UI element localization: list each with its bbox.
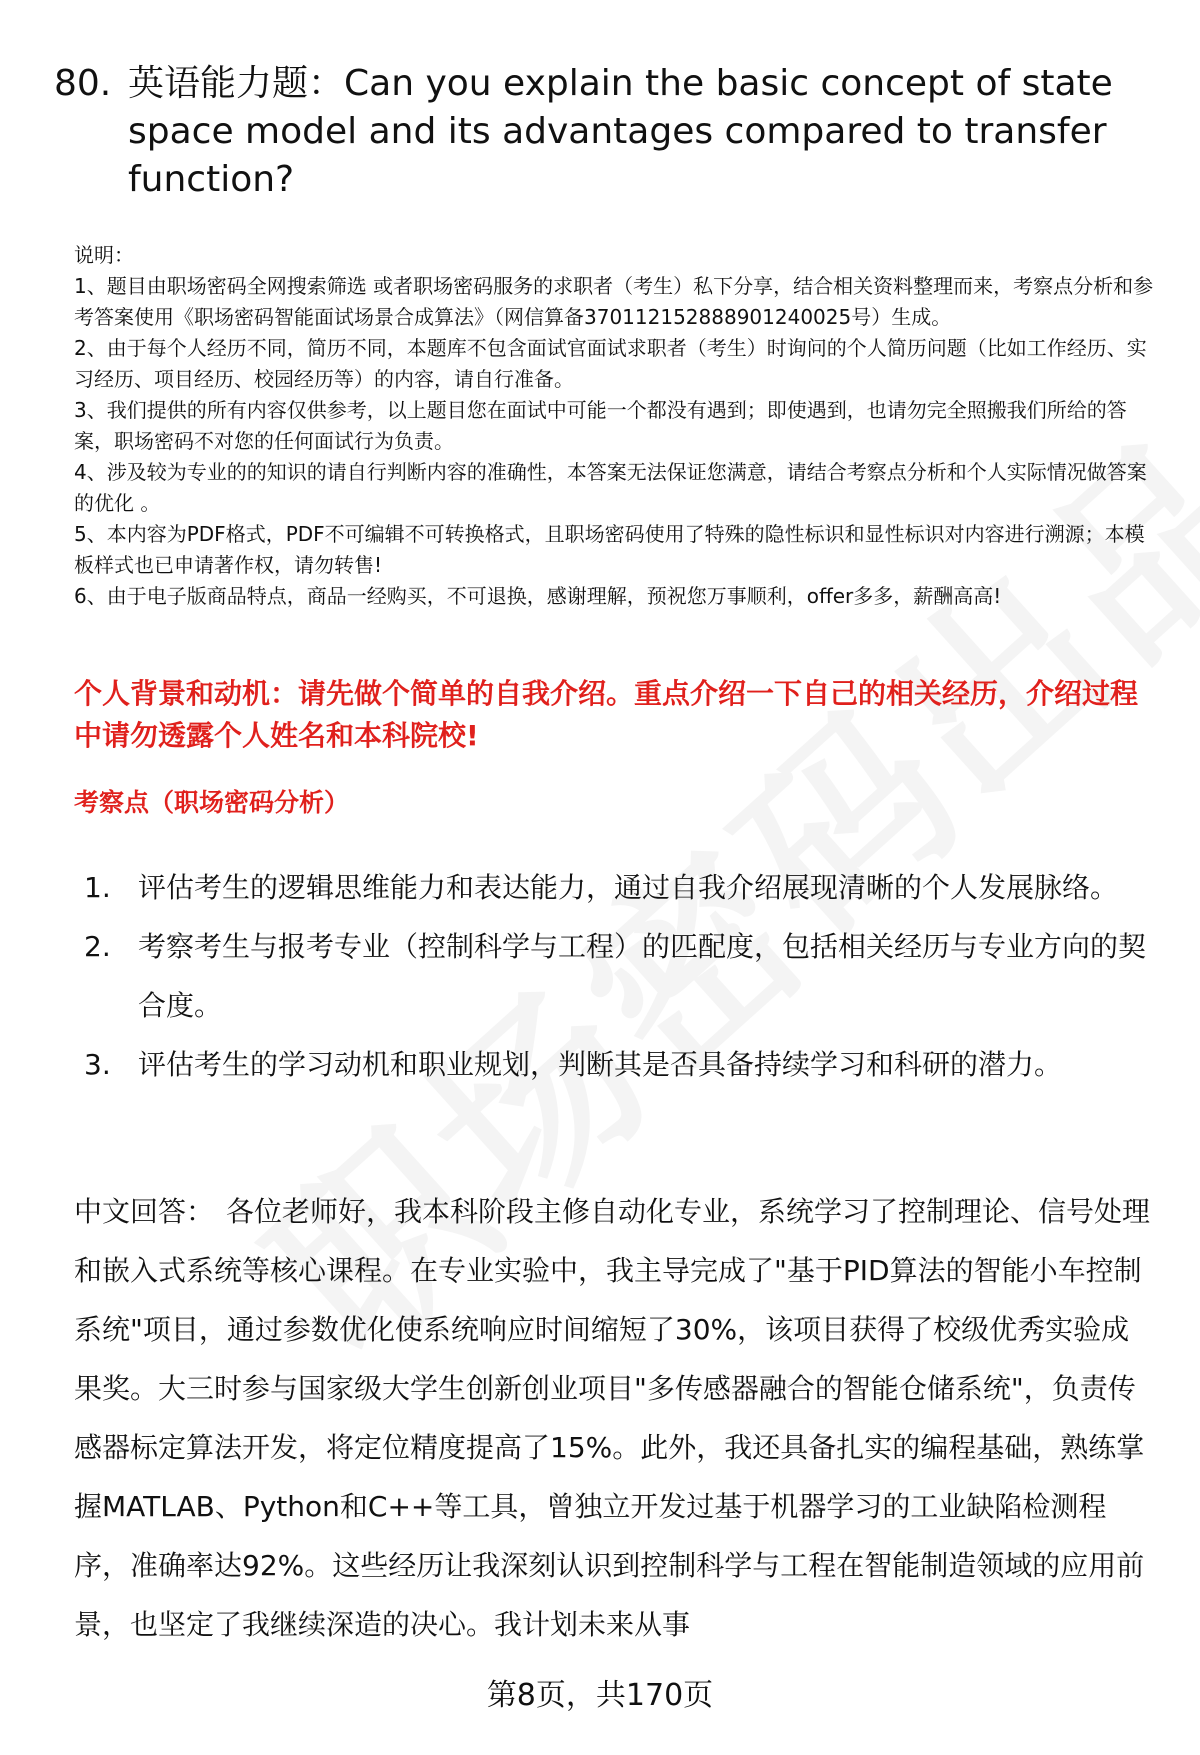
page-footer: 第8页，共170页	[486, 1678, 714, 1713]
list-item-number: 1.	[84, 871, 111, 904]
question-heading	[54, 60, 1154, 204]
question-number: 80.	[54, 63, 112, 104]
answer-label: 中文回答：	[74, 1195, 215, 1228]
list-item	[74, 917, 1154, 1035]
notes-item: 3、我们提供的所有内容仅供参考，以上题目您在面试中可能一个都没有遇到；即使遇到，也请勿完全照搬我们所给的答案，职场密码不对您的任何面试行为负责。	[74, 398, 1127, 453]
points-title: 考察点（职场密码分析）	[74, 788, 350, 817]
list-item-number: 3.	[84, 1048, 111, 1081]
topic-heading: 个人背景和动机：请先做个简单的自我介绍。重点介绍一下自己的相关经历，介绍过程中请勿透露个人姓名和本科院校!	[74, 677, 1139, 752]
notes-item: 2、由于每个人经历不同，简历不同，本题库不包含面试官面试求职者（考生）时询问的个人简历问题（比如工作经历、实习经历、项目经历、校园经历等）的内容，请自行准备。	[74, 336, 1147, 391]
notes-item: 5、本内容为PDF格式，PDF不可编辑不可转换格式，且职场密码使用了特殊的隐性标识和显性标识对内容进行溯源；本模板样式也已申请著作权，请勿转售!	[74, 522, 1145, 577]
list-item-text: 评估考生的逻辑思维能力和表达能力，通过自我介绍展现清晰的个人发展脉络。	[138, 871, 1119, 904]
notes-item: 4、涉及较为专业的的知识的请自行判断内容的准确性，本答案无法保证您满意，请结合考察点分析和个人实际情况做答案的优化 。	[74, 460, 1147, 515]
list-item	[74, 1035, 1154, 1094]
question-text: 英语能力题：Can you explain the basic concept of state space model and its advantages compared to transfer function?	[128, 63, 1113, 200]
notes-item: 1、题目由职场密码全网搜索筛选 或者职场密码服务的求职者（考生）私下分享，结合相关资料整理而来，考察点分析和参考答案使用《职场密码智能面试场景合成算法》（网信算备370112152888901240025号）生成。	[74, 274, 1154, 329]
list-item-text: 评估考生的学习动机和职业规划，判断其是否具备持续学习和科研的潜力。	[138, 1048, 1063, 1081]
list-item-text: 考察考生与报考专业（控制科学与工程）的匹配度，包括相关经历与专业方向的契合度。	[138, 930, 1147, 1022]
list-item-number: 2.	[84, 930, 111, 963]
answer-text: 各位老师好，我本科阶段主修自动化专业，系统学习了控制理论、信号处理和嵌入式系统等核心课程。在专业实验中，我主导完成了"基于PID算法的智能小车控制系统"项目，通过参数优化使系统响应时间缩短了30%，该项目获得了校级优秀实验成果奖。大三时参与国家级大学生创新创业项目"多传感器融合的智能仓储系统"，负责传感器标定算法开发，将定位精度提高了15%。此外，我还具备扎实的编程基础，熟练掌握MATLAB、Python和C++等工具，曾独立开发过基于机器学习的工业缺陷检测程序，准确率达92%。这些经历让我深刻认识到控制科学与工程在智能制造领域的应用前景，也坚定了我继续深造的决心。我计划未来从事	[74, 1195, 1151, 1641]
notes-item: 6、由于电子版商品特点，商品一经购买，不可退换，感谢理解，预祝您万事顺利，offer多多，薪酬高高!	[74, 584, 1002, 608]
answer-block	[74, 1182, 1154, 1654]
notes-block	[74, 240, 1164, 612]
notes-heading: 说明：	[74, 243, 134, 267]
points-list	[74, 858, 1154, 1094]
list-item	[74, 858, 1154, 917]
